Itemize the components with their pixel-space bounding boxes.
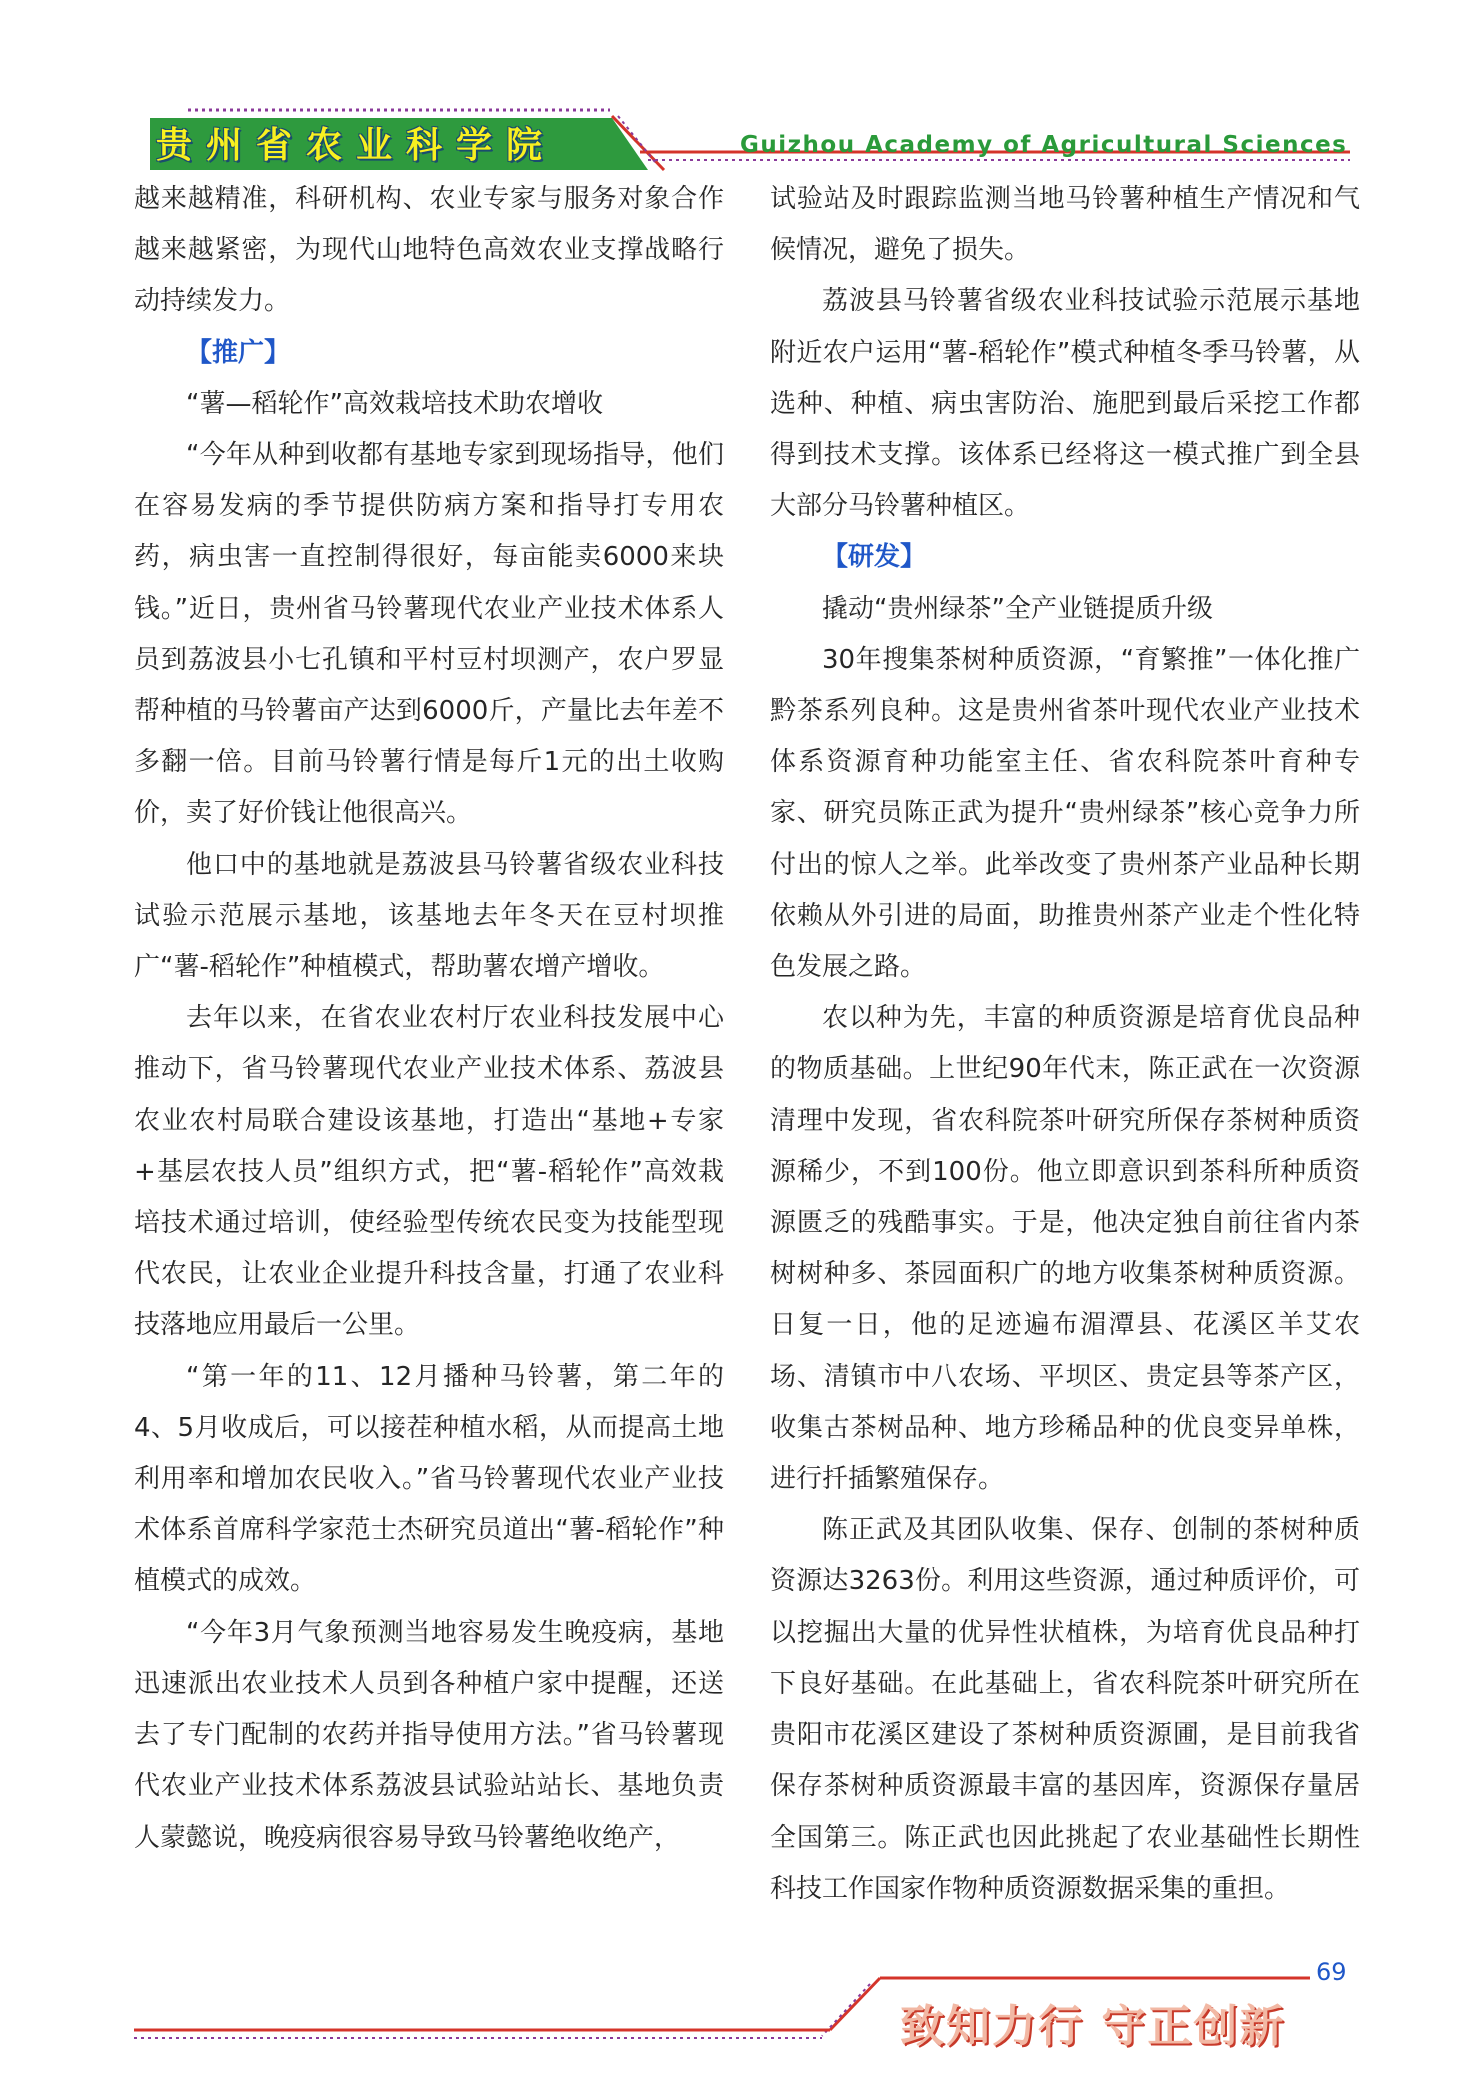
section-heading: 【研发】 [822,542,927,573]
sub-heading: “薯—稻轮作”高效栽培技术助农增收 [186,388,603,419]
section-heading: 【推广】 [186,337,291,368]
footer-slogan: 致知力行 守正创新 [900,2001,1286,2052]
paragraph: 去年以来，在省农业农村厅农业科技发展中心推动下，省马铃薯现代农业产业技术体系、荔波县农业农村局联合建设该基地，打造出“基地+专家+基层农技人员”组织方式，把“薯-稻轮作”高效栽培技术通过培训，使经验型传统农民变为技能型现代农民，让农业企业提升科技含量，打通了农业科技落地应用最后一公里。 [134,1003,724,1341]
paragraph: 农以种为先，丰富的种质资源是培育优良品种的物质基础。上世纪90年代末，陈正武在一次资源清理中发现，省农科院茶叶研究所保存茶树种质资源稀少，不到100份。他立即意识到茶科所种质资源匮乏的残酷事实。于是，他决定独自前往省内茶树树种多、茶园面积广的地方收集茶树种质资源。日复一日，他的足迹遍布湄潭县、花溪区羊艾农场、清镇市中八农场、平坝区、贵定县等茶产区，收集古茶树品种、地方珍稀品种的优良变异单株，进行扦插繁殖保存。 [770,1003,1360,1495]
header-title-cn: 贵州省农业科学院 [156,125,557,166]
paragraph: “今年3月气象预测当地容易发生晚疫病，基地迅速派出农业技术人员到各种植户家中提醒，还送去了专门配制的农药并指导使用方法。”省马铃薯现代农业产业技术体系荔波县试验站站长、基地负责人蒙懿说，晚疫病很容易导致马铃薯绝收绝产， [134,1617,724,1853]
paragraph: “今年从种到收都有基地专家到现场指导，他们在容易发病的季节提供防病方案和指导打专用农药，病虫害一直控制得很好，每亩能卖6000来块钱。”近日，贵州省马铃薯现代农业产业技术体系人员到荔波县小七孔镇和平村豆村坝测产，农户罗显帮种植的马铃薯亩产达到6000斤，产量比去年差不多翻一倍。目前马铃薯行情是每斤1元的出土收购价，卖了好价钱让他很高兴。 [134,440,724,829]
paragraph: 他口中的基地就是荔波县马铃薯省级农业科技试验示范展示基地，该基地去年冬天在豆村坝推广“薯-稻轮作”种植模式，帮助薯农增产增收。 [134,849,724,983]
paragraph: “第一年的11、12月播种马铃薯，第二年的4、5月收成后，可以接茬种植水稻，从而提高土地利用率和增加农民收入。”省马铃薯现代农业产业技术体系首席科学家范士杰研究员道出“薯-稻轮作”种植模式的成效。 [134,1361,724,1597]
page-number: 69 [1316,1958,1347,1986]
paragraph: 荔波县马铃薯省级农业科技试验示范展示基地附近农户运用“薯-稻轮作”模式种植冬季马铃薯，从选种、种植、病虫害防治、施肥到最后采挖工作都得到技术支撑。该体系已经将这一模式推广到全县大部分马铃薯种植区。 [770,286,1360,522]
page-header [0,0,1481,180]
paragraph: 越来越精准，科研机构、农业专家与服务对象合作越来越紧密，为现代山地特色高效农业支撑战略行动持续发力。 [134,184,724,317]
right-column [770,174,1360,1915]
paragraph: 30年搜集茶树种质资源，“育繁推”一体化推广黔茶系列良种。这是贵州省茶叶现代农业产业技术体系资源育种功能室主任、省农科院茶叶育种专家、研究员陈正武为提升“贵州绿茶”核心竞争力所付出的惊人之举。此举改变了贵州茶产业品种长期依赖从外引进的局面，助推贵州茶产业走个性化特色发展之路。 [770,644,1360,983]
sub-heading: 撬动“贵州绿茶”全产业链提质升级 [822,593,1213,624]
header-title-en: Guizhou Academy of Agricultural Sciences [740,132,1348,158]
paragraph: 陈正武及其团队收集、保存、创制的茶树种质资源达3263份。利用这些资源，通过种质评价，可以挖掘出大量的优异性状植株，为培育优良品种打下良好基础。在此基础上，省农科院茶叶研究所在贵阳市花溪区建设了茶树种质资源圃，是目前我省保存茶树种质资源最丰富的基因库，资源保存量居全国第三。陈正武也因此挑起了农业基础性长期性科技工作国家作物种质资源数据采集的重担。 [770,1515,1360,1904]
paragraph: 试验站及时跟踪监测当地马铃薯种植生产情况和气候情况，避免了损失。 [770,184,1360,266]
left-column [134,174,724,1864]
